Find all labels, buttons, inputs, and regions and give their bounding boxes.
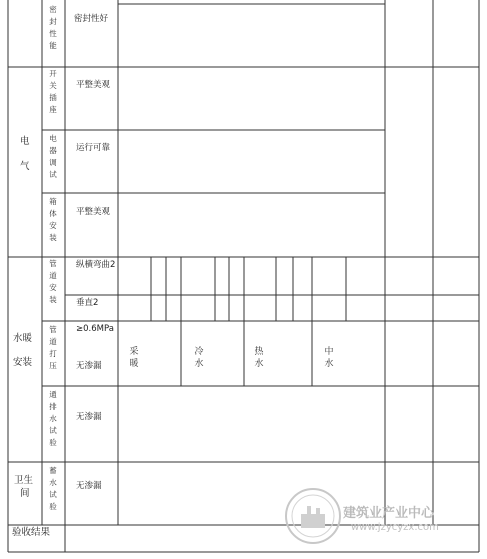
item-pipe-bend: 纵横弯曲2 [76, 260, 116, 270]
sub-appliance-test: 电器调试 [49, 134, 57, 179]
type-medium-water: 中水 [324, 347, 334, 369]
item-switch-socket: 平整美观 [76, 80, 111, 90]
type-cold-water: 冷水 [194, 347, 204, 369]
sub-box-install: 箱体安装 [49, 197, 57, 242]
item-sealing: 密封性好 [74, 14, 109, 24]
watermark-url: www.jzycyzx.com [351, 522, 439, 533]
sub-pipe-pressure: 管道打压 [49, 325, 57, 370]
item-box-install: 平整美观 [76, 207, 111, 217]
sub-drain-test: 通排水试验 [49, 390, 57, 447]
item-pipe-vertical: 垂直2 [76, 298, 99, 308]
watermark-text: 建筑业产业中心 [343, 506, 435, 521]
cat-plumbing-bottom: 安装 [13, 357, 33, 368]
item-drain-noleak: 无渗漏 [76, 412, 102, 422]
type-heating: 采暖 [129, 347, 139, 369]
cat-electrical-top: 电 [20, 136, 30, 147]
cat-plumbing-top: 水暖 [13, 333, 33, 344]
watermark-seal-icon [283, 486, 343, 546]
cat-electrical-bottom: 气 [20, 161, 30, 172]
cat-bathroom-bottom: 间 [20, 488, 30, 499]
item-storage-noleak: 无渗漏 [76, 481, 102, 491]
sub-pipe-install: 管道安装 [49, 259, 57, 304]
acceptance-result-label: 验收结果 [12, 527, 51, 538]
item-appliance-test: 运行可靠 [76, 143, 111, 153]
item-pressure-value: ≥0.6MPa [76, 324, 114, 334]
item-pressure-noleak: 无渗漏 [76, 361, 102, 371]
sub-water-storage-test: 蓄水试验 [49, 466, 57, 511]
sub-sealing: 密封性能 [49, 5, 57, 50]
cat-bathroom-top: 卫生 [14, 475, 34, 486]
type-hot-water: 热水 [254, 347, 264, 369]
sub-switch-socket: 开关插座 [49, 69, 57, 114]
